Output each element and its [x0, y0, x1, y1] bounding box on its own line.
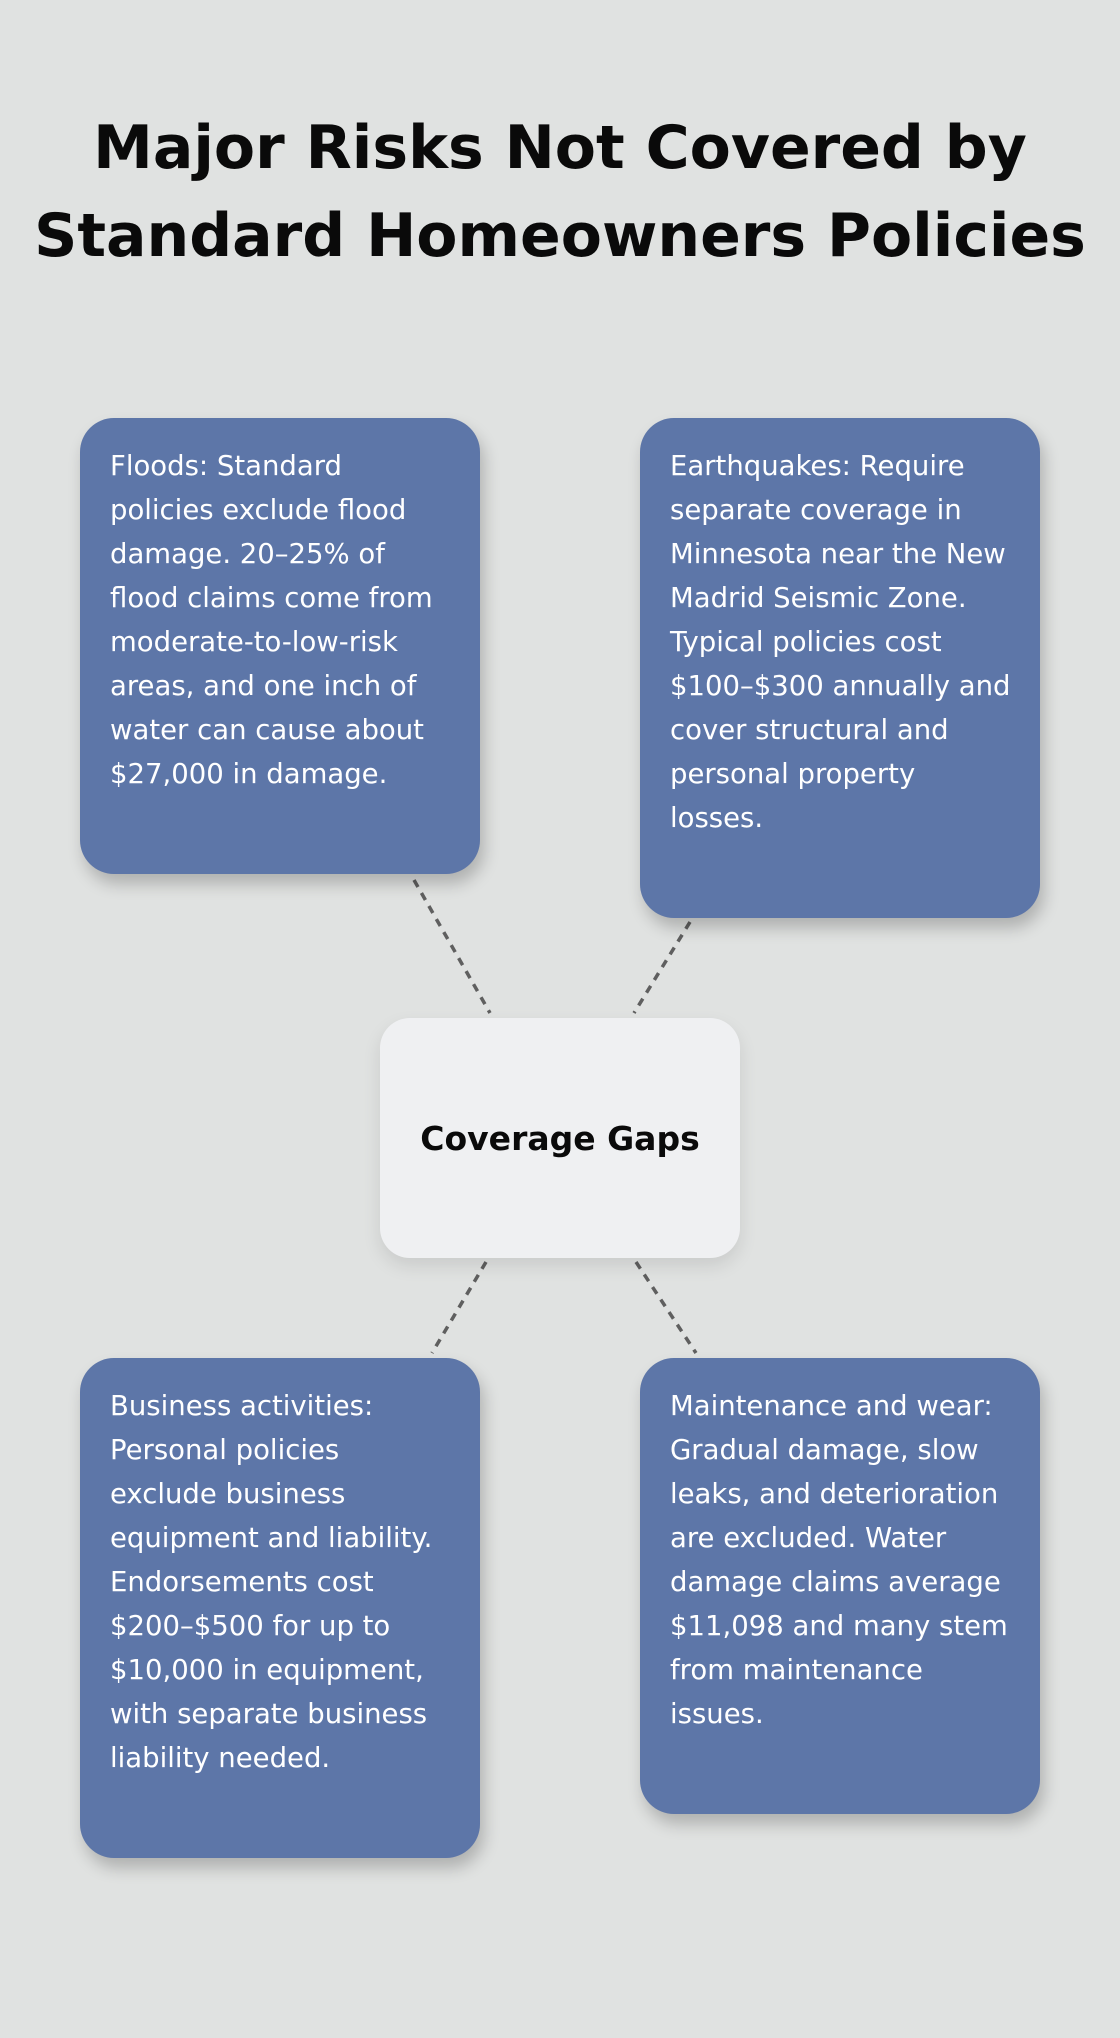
- title-line-1: Major Risks Not Covered by: [93, 113, 1027, 183]
- connector-earthquakes: [634, 922, 690, 1013]
- node-earthquakes: Earthquakes: Require separate coverage in Minnesota near the New Madrid Seismic Zone. Typical policies cost $100–$300 annually and cover structural and personal property losses.: [640, 418, 1040, 918]
- connector-business: [432, 1262, 486, 1353]
- connector-maintenance: [636, 1262, 696, 1353]
- title-line-2: Standard Homeowners Policies: [34, 201, 1086, 271]
- node-floods: Floods: Standard policies exclude flood damage. 20–25% of flood claims come from moderate-to-low-risk areas, and one inch of water can cause about $27,000 in damage.: [80, 418, 480, 874]
- connector-floods: [414, 880, 490, 1013]
- node-maintenance-wear: Maintenance and wear: Gradual damage, slow leaks, and deterioration are excluded. Water damage claims average $11,098 and many stem from maintenance issues.: [640, 1358, 1040, 1814]
- node-business-activities: Business activities: Personal policies exclude business equipment and liability. Endorsements cost $200–$500 for up to $10,000 in equipment, with separate business liability needed.: [80, 1358, 480, 1858]
- center-node-coverage-gaps: [380, 1018, 740, 1258]
- center-label: Coverage Gaps: [420, 1118, 700, 1158]
